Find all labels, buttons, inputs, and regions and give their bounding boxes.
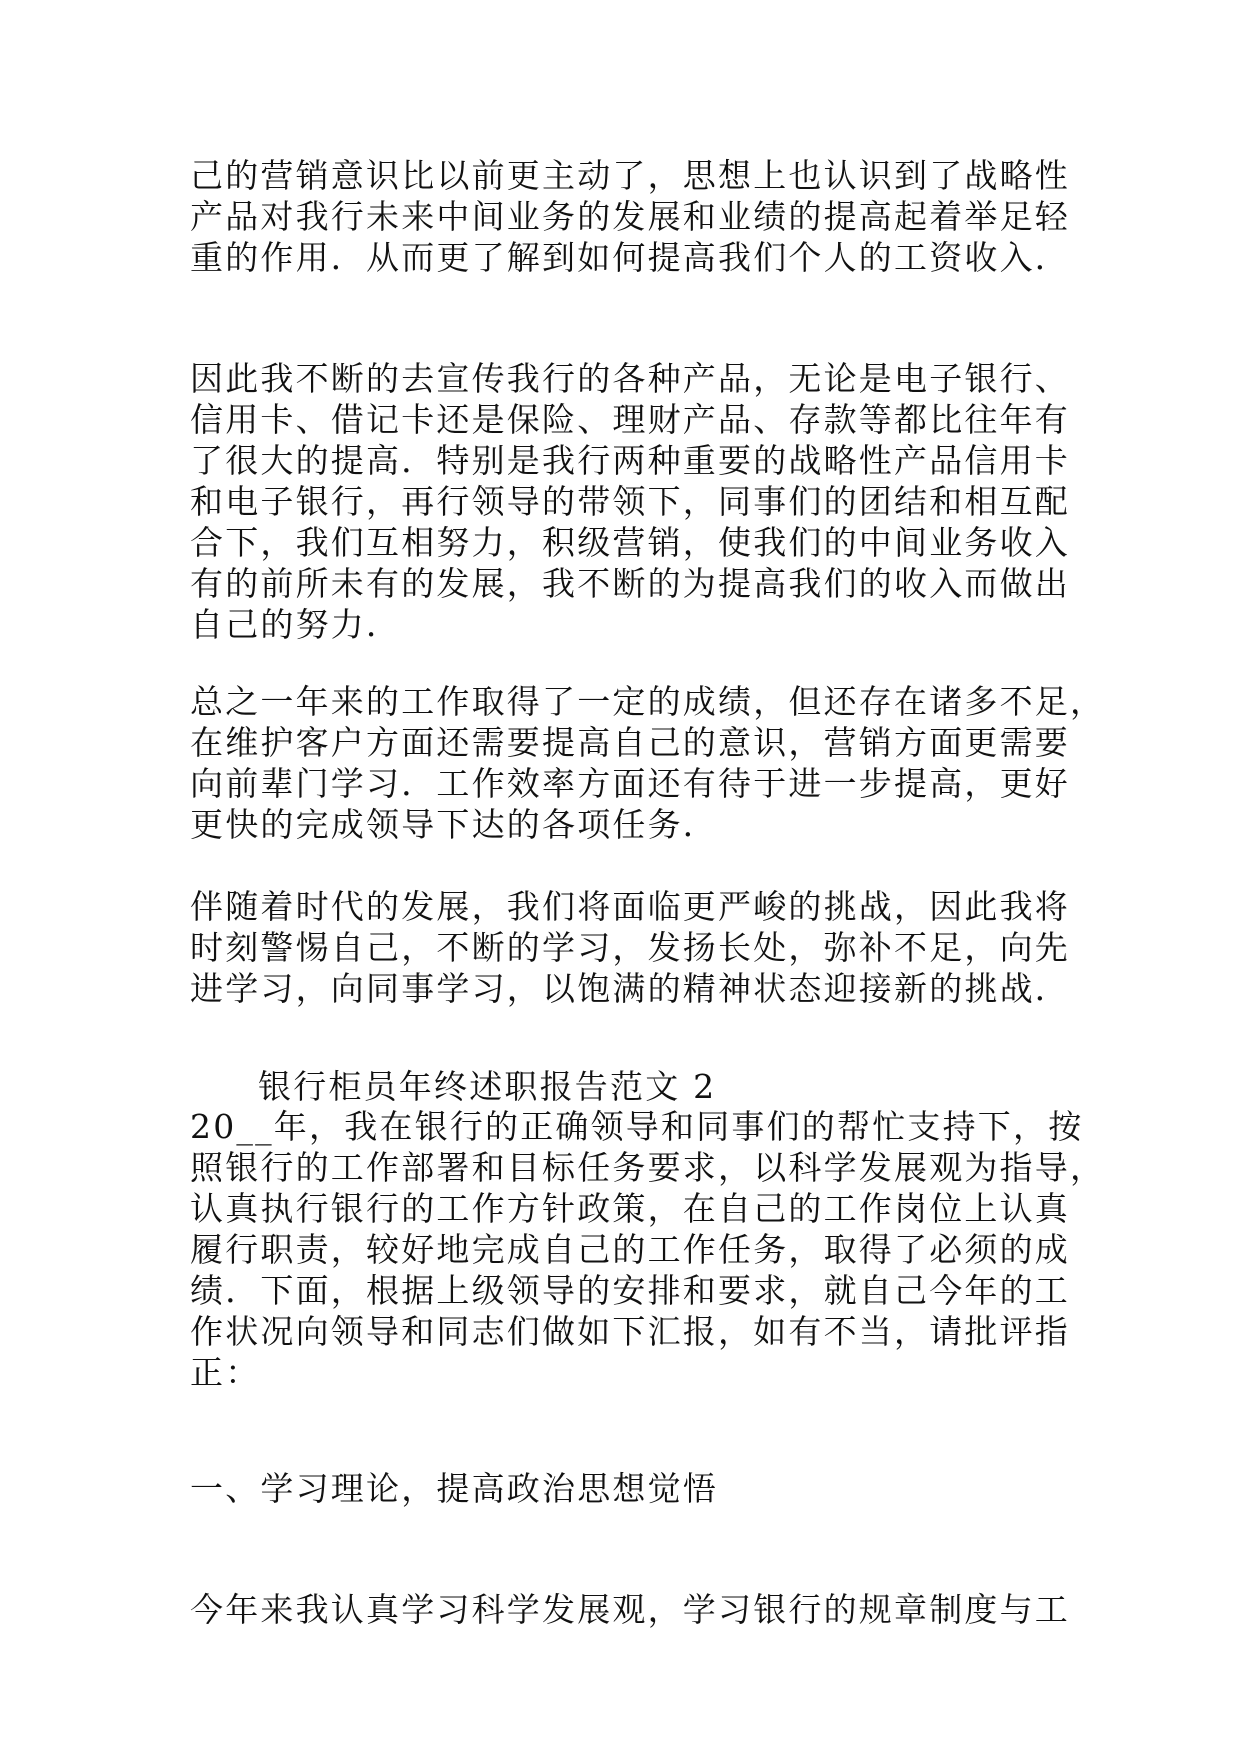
text-line: 进学习，向同事学习，以饱满的精神状态迎接新的挑战． (190, 969, 1070, 1008)
paragraph (190, 358, 1070, 645)
text-line: 更快的完成领导下达的各项任务． (190, 805, 718, 844)
text-line: 有的前所未有的发展，我不断的为提高我们的收入而做出 (190, 564, 1070, 603)
text-line: 和电子银行，再行领导的带领下，同事们的团结和相互配 (190, 482, 1070, 521)
text-line: 正： (190, 1353, 261, 1392)
text-line: 自己的努力． (190, 605, 402, 644)
text-line: 照银行的工作部署和目标任务要求，以科学发展观为指导， (190, 1148, 1106, 1187)
heading-text: 一、学习理论，提高政治思想觉悟 (190, 1469, 718, 1508)
text-line: 己的营销意识比以前更主动了，思想上也认识到了战略性 (190, 156, 1070, 195)
text-line: 20__年，我在银行的正确领导和同事们的帮忙支持下，按 (190, 1107, 1084, 1146)
heading-text: 银行柜员年终述职报告范文 2 (258, 1067, 717, 1106)
paragraph (190, 1589, 1070, 1630)
text-line: 时刻警惕自己，不断的学习，发扬长处，弥补不足，向先 (190, 928, 1070, 967)
text-line: 合下，我们互相努力，积级营销，使我们的中间业务收入 (190, 523, 1070, 562)
document-heading (258, 1066, 1128, 1107)
text-line: 了很大的提高．特别是我行两种重要的战略性产品信用卡 (190, 441, 1070, 480)
text-line: 总之一年来的工作取得了一定的成绩，但还存在诸多不足， (190, 682, 1106, 721)
text-line: 认真执行银行的工作方针政策，在自己的工作岗位上认真 (190, 1189, 1070, 1228)
text-line: 今年来我认真学习科学发展观，学习银行的规章制度与工 (190, 1590, 1070, 1629)
text-line: 产品对我行未来中间业务的发展和业绩的提高起着举足轻 (190, 197, 1070, 236)
text-line: 作状况向领导和同志们做如下汇报，如有不当，请批评指 (190, 1312, 1070, 1351)
paragraph (190, 155, 1070, 278)
text-line: 信用卡、借记卡还是保险、理财产品、存款等都比往年有 (190, 400, 1070, 439)
paragraph (190, 1106, 1106, 1393)
text-line: 因此我不断的去宣传我行的各种产品，无论是电子银行、 (190, 359, 1070, 398)
text-line: 履行职责，较好地完成自己的工作任务，取得了必须的成 (190, 1230, 1070, 1269)
section-heading (190, 1468, 1060, 1509)
text-line: 向前辈门学习．工作效率方面还有待于进一步提高，更好 (190, 764, 1070, 803)
text-line: 绩．下面，根据上级领导的安排和要求，就自己今年的工 (190, 1271, 1070, 1310)
text-line: 重的作用．从而更了解到如何提高我们个人的工资收入． (190, 238, 1070, 277)
paragraph (190, 886, 1070, 1009)
paragraph (190, 681, 1106, 845)
text-line: 伴随着时代的发展，我们将面临更严峻的挑战，因此我将 (190, 887, 1070, 926)
text-line: 在维护客户方面还需要提高自己的意识，营销方面更需要 (190, 723, 1070, 762)
